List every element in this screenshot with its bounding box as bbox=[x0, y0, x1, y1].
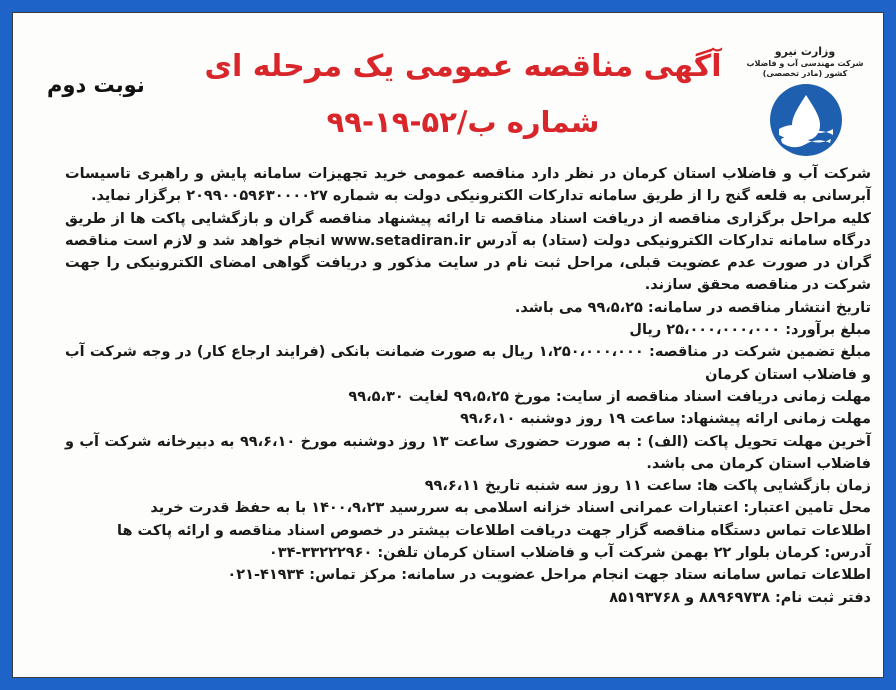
water-drop-logo-icon bbox=[767, 81, 845, 159]
setad-contact-line: اطلاعات تماس سامانه ستاد جهت انجام مراحل عضویت در سامانه: مرکز تماس: ۴۱۹۳۴-۰۲۱ bbox=[227, 567, 871, 584]
bid-submission-deadline: مهلت زمانی ارائه پیشنهاد: ساعت ۱۹ روز دوشنبه ۹۹،۶،۱۰ bbox=[460, 411, 871, 428]
paragraph-procedure: کلیه مراحل برگزاری مناقصه از دریافت اسناد مناقصه تا ارائه پیشنهاد مناقصه گران و بازگشایی پاکت ها از طریق درگاه سامانه تدارکات الکترونیکی دولت (ستاد) به آدرس www.setadiran.ir انجام خواهد شد و لازم است مناقصه گران در صورت عدم عضویت قبلی، مراحل ثبت نام در سایت مذکور و دریافت گواهی امضای الکترونیکی را جهت شرکت در مناقصه محقق سازند. bbox=[65, 210, 871, 294]
funding-source-line: محل تامین اعتبار: اعتبارات عمرانی اسناد خزانه اسلامی به سررسید ۱۴۰۰،۹،۲۳ با به حفظ قدرت خرید bbox=[150, 500, 871, 517]
advertisement-panel bbox=[12, 12, 884, 678]
opening-time-line: زمان بازگشایی پاکت ها: ساعت ۱۱ روز سه شنبه تاریخ ۹۹،۶،۱۱ bbox=[424, 478, 871, 495]
logo-company-name: شرکت مهندسی آب و فاضلاب کشور (مادر تخصصی) bbox=[746, 59, 864, 78]
tender-title: آگهی مناقصه عمومی یک مرحله ای bbox=[204, 49, 722, 84]
contact-info-heading: اطلاعات تماس دستگاه مناقصه گزار جهت دریافت اطلاعات بیشتر در خصوص اسناد مناقصه و ارائه پاکت ها bbox=[117, 522, 871, 539]
estimate-amount-line: مبلغ برآورد: ۲۵،۰۰۰،۰۰۰،۰۰۰ ریال bbox=[629, 322, 871, 339]
tender-body-text bbox=[65, 163, 871, 609]
tender-number: شماره ب/۵۲-۱۹-۹۹ bbox=[326, 105, 600, 139]
address-line: آدرس: کرمان بلوار ۲۲ بهمن شرکت آب و فاضلاب استان کرمان تلفن: ۳۳۲۲۲۹۶۰-۰۳۴ bbox=[268, 545, 871, 562]
ministry-logo bbox=[745, 27, 865, 161]
publish-date-line: تاریخ انتشار مناقصه در سامانه: ۹۹،۵،۲۵ می باشد. bbox=[514, 299, 871, 316]
registration-office-line: دفتر ثبت نام: ۸۸۹۶۹۷۳۸ و ۸۵۱۹۳۷۶۸ bbox=[609, 589, 871, 606]
publication-edition-label: نوبت دوم bbox=[47, 73, 145, 97]
document-download-deadline: مهلت زمانی دریافت اسناد مناقصه از سایت: مورخ ۹۹،۵،۲۵ لغایت ۹۹،۵،۳۰ bbox=[348, 388, 871, 405]
envelope-delivery-deadline: آخرین مهلت تحویل پاکت (الف) : به صورت حضوری ساعت ۱۳ روز دوشنبه مورخ ۹۹،۶،۱۰ به دبیرخانه شرکت آب و فاضلاب استان کرمان می باشد. bbox=[65, 433, 871, 472]
guarantee-amount-line: مبلغ تضمین شرکت در مناقصه: ۱،۲۵۰،۰۰۰،۰۰۰ ریال به صورت ضمانت بانکی (فرایند ارجاع کار) در وجه شرکت آب و فاضلاب استان کرمان bbox=[65, 344, 871, 383]
logo-org-name: وزارت نیرو bbox=[774, 45, 836, 58]
paragraph-intro: شرکت آب و فاضلاب استان کرمان در نظر دارد مناقصه عمومی خرید تجهیزات سامانه پایش و راهبری تاسیسات آبرسانی به قلعه گنج را از طریق سامانه تدارکات الکترونیکی دولت به شماره ۲۰۹۹۰۰۵۹۶۳۰۰۰۰۲۷ برگزار نماید. bbox=[65, 166, 871, 205]
